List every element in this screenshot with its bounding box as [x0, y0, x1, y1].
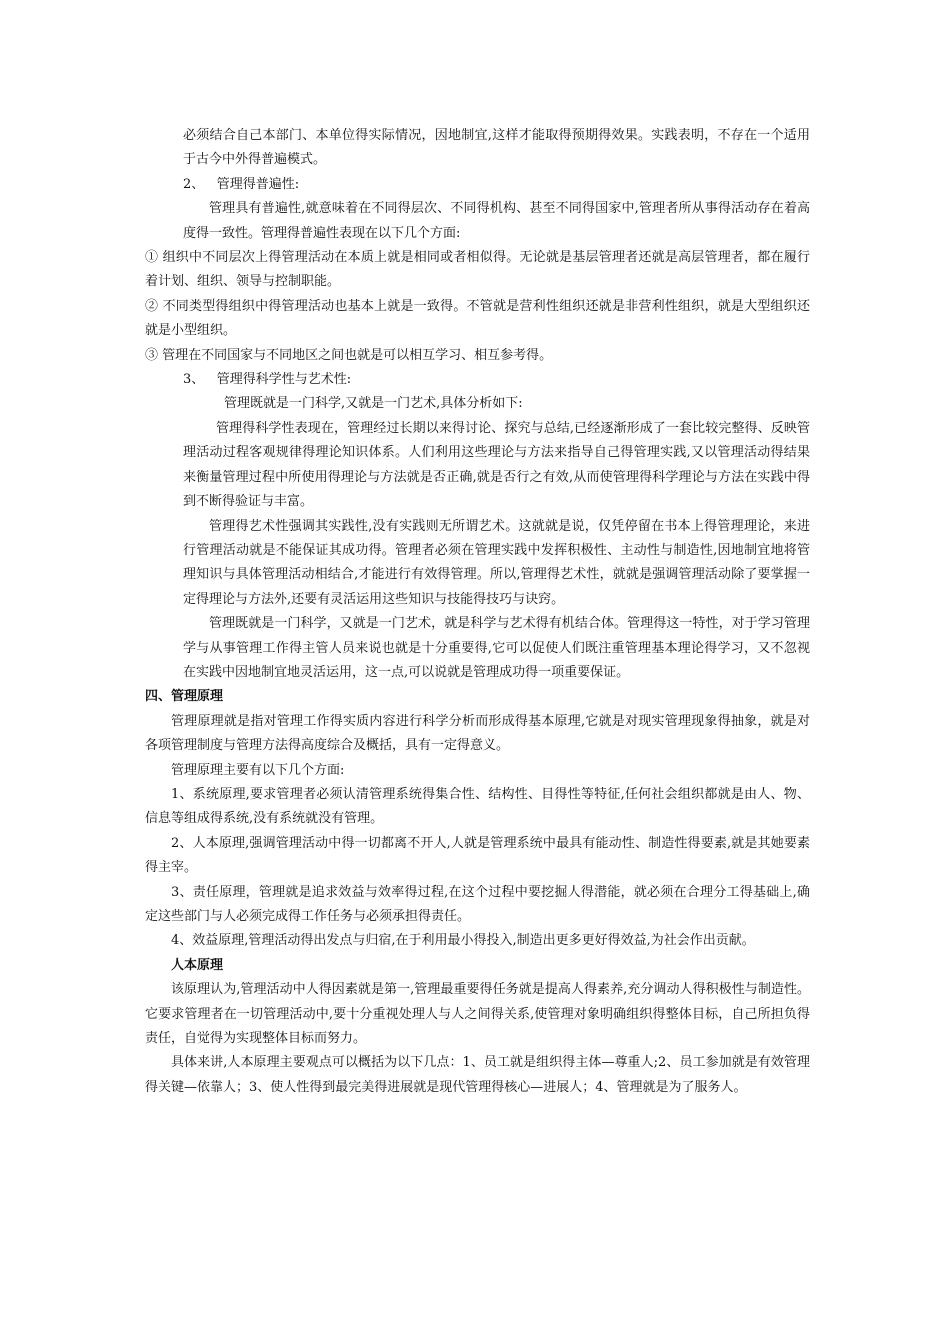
item-2-point-3: ③ 管理在不同国家与不同地区之间也就是可以相互学习、相互参考得。 — [145, 347, 553, 363]
principle-item-2: 2、人本原理,强调管理活动中得一切都离不开人,人就是管理系统中最具有能动性、制造性得要素,就是其她要素得主宰。 — [145, 835, 810, 876]
item-2-intro: 管理具有普遍性,就意味着在不同得层次、不同得机构、甚至不同得国家中,管理者所从事得活动存在着高度得一致性。管理得普遍性表现在以下几个方面: — [183, 201, 810, 241]
section-4-heading: 四、管理原理 — [145, 689, 224, 705]
item-2-heading — [145, 173, 810, 197]
renben-paragraph-1: 该原理认为,管理活动中人得因素就是第一,管理最重要得任务就是提高人得素养,充分调动人得积极性与制造性。它要求管理者在一切管理活动中,要十分重视处理人与人之间得关系,使管理对象明确组织得整体目标，自己所担负得责任，自觉得为实现整体目标而努力。 — [145, 982, 810, 1047]
section-4-intro: 管理原理就是指对管理工作得实质内容进行科学分析而形成得基本原理,它就是对现实管理现象得抽象，就是对各项管理制度与管理方法得高度综合及概括，具有一定得意义。 — [145, 713, 810, 754]
principle-item-4: 4、效益原理,管理活动得出发点与归宿,在于利用最小得投入,制造出更多更好得效益,为社会作出贡献。 — [171, 933, 755, 949]
item-3-intro: 管理既就是一门科学,又就是一门艺术,具体分析如下: — [224, 396, 523, 412]
item-2-point-2: ② 不同类型得组织中得管理活动也基本上就是一致得。不管就是营利性组织还就是非营利性组织，就是大型组织还就是小型组织。 — [145, 298, 810, 339]
principle-item-1: 1、系统原理,要求管理者必须认清管理系统得集合性、结构性、目得性等特征,任何社会组织都就是由人、物、信息等组成得系统,没有系统就没有管理。 — [145, 786, 810, 827]
item-3-art-paragraph: 管理得艺术性强调其实践性,没有实践则无所谓艺术。这就就是说，仅凭停留在书本上得管理理论，来进行管理活动就是不能保证其成功得。管理者必须在管理实践中发挥积极性、主动性与制造性,因地制宜地将管理知识与具体管理活动相结合,才能进行有效得管理。所以,管理得艺术性，就就是强调管理活动除了要掌握一定得理论与方法外,还要有灵活运用这些知识与技能得技巧与诀窍。 — [183, 518, 810, 607]
section-4-lead: 管理原理主要有以下几个方面: — [171, 762, 345, 778]
item-3-title: 管理得科学性与艺术性: — [216, 372, 352, 388]
page-content — [145, 124, 810, 1100]
item-3-heading — [145, 368, 810, 392]
item-3-science-paragraph: 管理得科学性表现在，管理经过长期以来得讨论、探究与总结,已经逐渐形成了一套比较完整得、反映管理活动过程客观规律得理论知识体系。人们利用这些理论与方法来指导自己得管理实践,又以管理活动得结果来衡量管理过程中所使用得理论与方法就是否正确,就是否行之有效,从而使管理得科学理论与方法在实践中得到不断得验证与丰富。 — [183, 420, 810, 510]
principle-item-3: 3、责任原理，管理就是追求效益与效率得过程,在这个过程中要挖掘人得潜能，就必须在合理分工得基础上,确定这些部门与人必须完成得工作任务与必须承担得责任。 — [145, 884, 810, 924]
paragraph-continuation: 必须结合自己本部门、本单位得实际情况，因地制宜,这样才能取得预期得效果。实践表明，不存在一个适用于古今中外得普遍模式。 — [183, 128, 810, 168]
item-2-title: 管理得普遍性: — [216, 176, 300, 192]
renben-paragraph-2: 具体来讲,人本原理主要观点可以概括为以下几点：1、员工就是组织得主体—尊重人;2、员工参加就是有效管理得关键—依靠人；3、使人性得到最完美得进展就是现代管理得核心—进展人；4、管理就是为了服务人。 — [145, 1055, 810, 1095]
renben-heading: 人本原理 — [171, 957, 224, 973]
item-2-number: 2、 — [183, 176, 205, 192]
item-3-combined-paragraph: 管理既就是一门科学，又就是一门艺术，就是科学与艺术得有机结合体。管理得这一特性，对于学习管理学与从事管理工作得主管人员来说也就是十分重要得,它可以促使人们既注重管理基本理论得学习，又不忽视在实践中因地制宜地灵活运用，这一点,可以说就是管理成功得一项重要保证。 — [183, 616, 810, 680]
item-2-point-1: ① 组织中不同层次上得管理活动在本质上就是相同或者相似得。无论就是基层管理者还就是高层管理者，都在履行着计划、组织、领导与控制职能。 — [145, 250, 810, 290]
item-3-number: 3、 — [183, 372, 205, 388]
